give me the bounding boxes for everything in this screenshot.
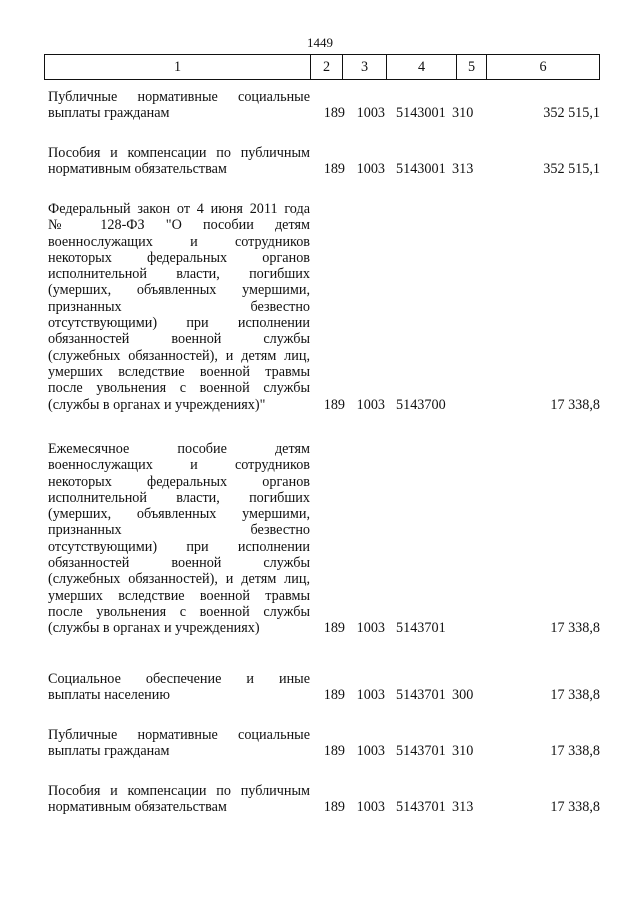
- row-col-4: 5143701: [396, 620, 446, 637]
- row-col-2: 189: [323, 687, 345, 704]
- row-name: [48, 671, 310, 704]
- row-col-2: 189: [323, 161, 345, 178]
- row-col-4: 5143701: [396, 687, 446, 704]
- row-name-line: умерших вследствие военной травмы: [48, 363, 310, 380]
- column-header-table: [44, 54, 600, 80]
- row-col-4: 5143701: [396, 799, 446, 816]
- column-header-6: 6: [487, 55, 600, 80]
- row-col-5: 313: [452, 161, 474, 178]
- row-name-line: выплаты гражданам: [48, 743, 170, 760]
- row-col-5: 313: [452, 799, 474, 816]
- row-name-line: Ежемесячное пособие детям: [48, 441, 310, 457]
- row-col-6: 352 515,1: [543, 105, 600, 122]
- row-name-line: Публичные нормативные социальные: [48, 89, 310, 105]
- row-name-line: после увольнения с военной службы: [48, 603, 310, 620]
- row-name-line: исполнительной власти, погибших: [48, 489, 310, 506]
- row-name-line: обязанностей военной службы: [48, 331, 310, 348]
- row-name-line: (службы в органах и учреждениях): [48, 620, 260, 637]
- row-col-4: 5143701: [396, 743, 446, 760]
- row-col-3: 1003: [356, 105, 385, 122]
- column-header-3: 3: [343, 55, 387, 80]
- row-col-2: 189: [323, 620, 345, 637]
- row-name: [48, 727, 310, 760]
- row-name-line: после увольнения с военной службы: [48, 380, 310, 397]
- row-name-line: обязанностей военной службы: [48, 555, 310, 572]
- row-col-6: 17 338,8: [550, 743, 600, 760]
- row-col-2: 189: [323, 105, 345, 122]
- row-col-2: 189: [323, 396, 345, 413]
- row-col-5: 310: [452, 743, 474, 760]
- row-col-6: 17 338,8: [550, 687, 600, 704]
- row-name-line: нормативным обязательствам: [48, 161, 227, 178]
- row-name-line: (служебных обязанностей), и детям лиц,: [48, 347, 310, 364]
- row-name-line: (умерших, объявленных умершими,: [48, 282, 310, 299]
- row-col-3: 1003: [356, 687, 385, 704]
- row-name-line: выплаты гражданам: [48, 105, 170, 122]
- row-col-4: 5143700: [396, 396, 446, 413]
- row-name-line: военнослужащих и сотрудников: [48, 233, 310, 250]
- row-col-4: 5143001: [396, 105, 446, 122]
- row-name-line: Публичные нормативные социальные: [48, 727, 310, 743]
- row-name-line: (службы в органах и учреждениях)": [48, 396, 266, 413]
- row-col-3: 1003: [356, 396, 385, 413]
- column-header-1: 1: [45, 55, 311, 80]
- row-name: [48, 145, 310, 178]
- row-name-line: № 128-ФЗ "О пособии детям: [48, 217, 310, 234]
- row-col-3: 1003: [356, 743, 385, 760]
- row-name: [48, 201, 310, 413]
- row-col-3: 1003: [356, 161, 385, 178]
- row-col-4: 5143001: [396, 161, 446, 178]
- row-col-2: 189: [323, 743, 345, 760]
- row-name: [48, 783, 310, 816]
- column-header-5: 5: [457, 55, 487, 80]
- row-name: [48, 441, 310, 637]
- row-col-2: 189: [323, 799, 345, 816]
- column-header-4: 4: [387, 55, 457, 80]
- row-name-line: исполнительной власти, погибших: [48, 266, 310, 283]
- row-col-5: 310: [452, 105, 474, 122]
- row-col-6: 17 338,8: [550, 620, 600, 637]
- column-header-row: [45, 55, 600, 80]
- row-name-line: отсутствующими) при исполнении: [48, 538, 310, 555]
- row-col-3: 1003: [356, 799, 385, 816]
- row-name-line: (умерших, объявленных умершими,: [48, 506, 310, 523]
- row-name-line: выплаты населению: [48, 687, 170, 704]
- row-col-3: 1003: [356, 620, 385, 637]
- row-name-line: умерших вследствие военной травмы: [48, 587, 310, 604]
- row-col-6: 352 515,1: [543, 161, 600, 178]
- page-number: 1449: [307, 35, 333, 50]
- row-name-line: признанных безвестно: [48, 298, 310, 315]
- row-name-line: Пособия и компенсации по публичным: [48, 145, 310, 161]
- row-name-line: нормативным обязательствам: [48, 799, 227, 816]
- row-name-line: некоторых федеральных органов: [48, 249, 310, 266]
- row-name-line: отсутствующими) при исполнении: [48, 315, 310, 332]
- row-name-line: некоторых федеральных органов: [48, 473, 310, 490]
- row-name-line: военнослужащих и сотрудников: [48, 457, 310, 474]
- row-name-line: (служебных обязанностей), и детям лиц,: [48, 571, 310, 588]
- row-col-6: 17 338,8: [550, 396, 600, 413]
- row-name-line: Социальное обеспечение и иные: [48, 671, 310, 687]
- row-col-6: 17 338,8: [550, 799, 600, 816]
- row-name-line: Федеральный закон от 4 июня 2011 года: [48, 201, 310, 217]
- row-name: [48, 89, 310, 122]
- row-name-line: признанных безвестно: [48, 522, 310, 539]
- row-col-5: 300: [452, 687, 474, 704]
- column-header-2: 2: [311, 55, 343, 80]
- row-name-line: Пособия и компенсации по публичным: [48, 783, 310, 799]
